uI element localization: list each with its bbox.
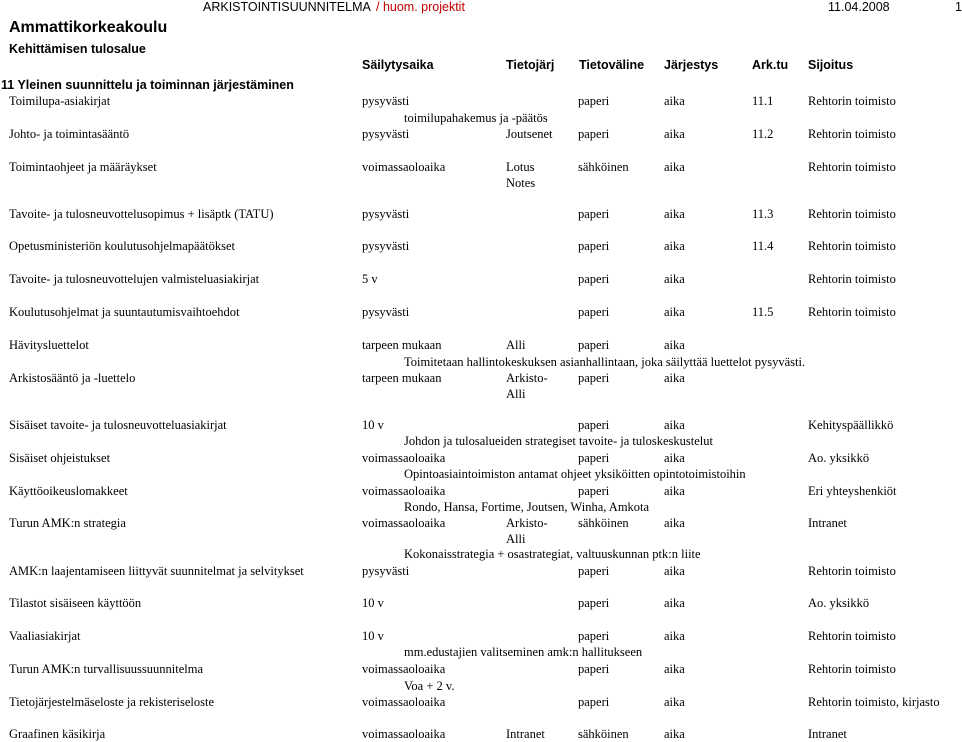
row-medium: paperi [578, 338, 610, 352]
row-location: Ao. yksikkö [808, 451, 870, 465]
row-name: Toimilupa-asiakirjat [9, 94, 111, 108]
row-location: Rehtorin toimisto [808, 305, 896, 319]
row-location: Eri yhteyshenkiöt [808, 484, 897, 498]
row-archive-code: 11.5 [752, 305, 774, 319]
row-name: Sisäiset tavoite- ja tulosneuvotteluasiakirjat [9, 418, 227, 432]
row-location: Rehtorin toimisto [808, 662, 896, 676]
row-note: mm.edustajien valitseminen amk:n hallitukseen [404, 645, 643, 659]
row-location: Intranet [808, 516, 847, 530]
row-order: aika [664, 662, 685, 676]
row-name: Graafinen käsikirja [9, 727, 106, 741]
row-order: aika [664, 207, 685, 221]
row-location: Intranet [808, 727, 847, 741]
row-medium: paperi [578, 94, 610, 108]
row-medium: paperi [578, 305, 610, 319]
row-order: aika [664, 160, 685, 174]
row-name: Vaaliasiakirjat [9, 629, 81, 643]
row-system: Alli [506, 338, 526, 352]
row-medium: paperi [578, 451, 610, 465]
organization-name: Ammattikorkeakoulu [9, 19, 168, 36]
row-system-continued: Alli [506, 532, 526, 546]
row-location: Rehtorin toimisto, kirjasto [808, 695, 940, 709]
column-header-retention: Säilytysaika [362, 58, 434, 72]
row-location: Rehtorin toimisto [808, 272, 896, 286]
row-name: Hävitysluettelot [9, 338, 89, 352]
row-retention: voimassaoloaika [362, 484, 446, 498]
column-header-medium: Tietoväline [579, 58, 645, 72]
row-location: Rehtorin toimisto [808, 629, 896, 643]
document-title: ARKISTOINTISUUNNITELMA [203, 0, 371, 14]
row-name: AMK:n laajentamiseen liittyvät suunnitelmat ja selvitykset [9, 564, 304, 578]
row-location: Kehityspäällikkö [808, 418, 894, 432]
row-location: Rehtorin toimisto [808, 239, 896, 253]
row-medium: sähköinen [578, 516, 629, 530]
column-header-archive-code: Ark.tu [752, 58, 789, 72]
row-order: aika [664, 451, 685, 465]
page-number: 1 [955, 0, 962, 14]
row-note: Toimitetaan hallintokeskuksen asianhallintaan, joka säilyttää luettelot pysyvästi. [404, 355, 806, 369]
row-retention: voimassaoloaika [362, 451, 446, 465]
row-medium: paperi [578, 371, 610, 385]
row-name: Sisäiset ohjeistukset [9, 451, 111, 465]
row-system: Joutsenet [506, 127, 553, 141]
row-order: aika [664, 727, 685, 741]
row-retention: 10 v [362, 418, 384, 432]
row-location: Rehtorin toimisto [808, 160, 896, 174]
row-name: Turun AMK:n turvallisuussuunnitelma [9, 662, 203, 676]
header-date: 11.04.2008 [828, 0, 890, 14]
row-retention: tarpeen mukaan [362, 338, 442, 352]
row-system: Intranet [506, 727, 545, 741]
row-retention: pysyvästi [362, 239, 410, 253]
row-location: Rehtorin toimisto [808, 127, 896, 141]
row-note: Johdon ja tulosalueiden strategiset tavoite- ja tuloskeskustelut [404, 434, 713, 448]
row-medium: paperi [578, 695, 610, 709]
row-retention: pysyvästi [362, 127, 410, 141]
row-order: aika [664, 94, 685, 108]
row-name: Toimintaohjeet ja määräykset [9, 160, 157, 174]
row-order: aika [664, 516, 685, 530]
row-medium: paperi [578, 127, 610, 141]
row-name: Turun AMK:n strategia [9, 516, 126, 530]
section-title: 11 Yleinen suunnittelu ja toiminnan järjestäminen [1, 78, 294, 92]
row-location: Ao. yksikkö [808, 596, 870, 610]
row-retention: voimassaoloaika [362, 516, 446, 530]
row-order: aika [664, 596, 685, 610]
row-medium: sähköinen [578, 160, 629, 174]
row-archive-code: 11.3 [752, 207, 774, 221]
row-archive-code: 11.4 [752, 239, 774, 253]
row-name: Tavoite- ja tulosneuvottelujen valmisteluasiakirjat [9, 272, 260, 286]
row-retention: pysyvästi [362, 207, 410, 221]
column-header-location: Sijoitus [808, 58, 854, 72]
row-system: Arkisto- [506, 516, 548, 530]
row-medium: paperi [578, 484, 610, 498]
row-medium: paperi [578, 564, 610, 578]
row-medium: paperi [578, 596, 610, 610]
row-retention: voimassaoloaika [362, 160, 446, 174]
row-retention: 5 v [362, 272, 378, 286]
row-order: aika [664, 272, 685, 286]
row-note: toimilupahakemus ja -päätös [404, 111, 548, 125]
row-retention: voimassaoloaika [362, 662, 446, 676]
row-retention: voimassaoloaika [362, 727, 446, 741]
row-order: aika [664, 629, 685, 643]
row-medium: paperi [578, 662, 610, 676]
row-note: Opintoasiaintoimiston antamat ohjeet yksiköitten opintotoimistoihin [404, 467, 746, 481]
row-medium: paperi [578, 629, 610, 643]
row-medium: paperi [578, 418, 610, 432]
row-medium: paperi [578, 207, 610, 221]
row-note: Kokonaisstrategia + osastrategiat, valtuuskunnan ptk:n liite [404, 547, 701, 561]
row-name: Arkistosääntö ja -luettelo [9, 371, 136, 385]
row-location: Rehtorin toimisto [808, 207, 896, 221]
row-name: Tavoite- ja tulosneuvottelusopimus + lisäptk (TATU) [9, 207, 274, 221]
row-order: aika [664, 484, 685, 498]
row-medium: paperi [578, 239, 610, 253]
row-medium: sähköinen [578, 727, 629, 741]
unit-name: Kehittämisen tulosalue [9, 42, 146, 56]
row-archive-code: 11.2 [752, 127, 774, 141]
row-retention: pysyvästi [362, 564, 410, 578]
row-name: Tietojärjestelmäseloste ja rekisteriseloste [9, 695, 215, 709]
row-system: Arkisto- [506, 371, 548, 385]
header-note: / huom. projektit [376, 0, 465, 14]
row-name: Koulutusohjelmat ja suuntautumisvaihtoehdot [9, 305, 240, 319]
row-order: aika [664, 371, 685, 385]
row-order: aika [664, 695, 685, 709]
row-note: Rondo, Hansa, Fortime, Joutsen, Winha, Amkota [404, 500, 650, 514]
row-retention: 10 v [362, 596, 384, 610]
row-order: aika [664, 305, 685, 319]
row-system-continued: Alli [506, 387, 526, 401]
row-location: Rehtorin toimisto [808, 564, 896, 578]
row-system: Lotus [506, 160, 535, 174]
row-retention: pysyvästi [362, 94, 410, 108]
row-archive-code: 11.1 [752, 94, 774, 108]
row-name: Käyttöoikeuslomakkeet [9, 484, 128, 498]
row-order: aika [664, 239, 685, 253]
row-retention: pysyvästi [362, 305, 410, 319]
column-header-system: Tietojärj [506, 58, 555, 72]
row-name: Johto- ja toimintasääntö [9, 127, 130, 141]
row-name: Opetusministeriön koulutusohjelmapäätökset [9, 239, 236, 253]
row-order: aika [664, 338, 685, 352]
row-system-continued: Notes [506, 176, 536, 190]
row-name: Tilastot sisäiseen käyttöön [9, 596, 142, 610]
row-retention: voimassaoloaika [362, 695, 446, 709]
row-retention: 10 v [362, 629, 384, 643]
row-location: Rehtorin toimisto [808, 94, 896, 108]
row-retention: tarpeen mukaan [362, 371, 442, 385]
column-header-order: Järjestys [664, 58, 719, 72]
row-order: aika [664, 418, 685, 432]
row-medium: paperi [578, 272, 610, 286]
row-order: aika [664, 564, 685, 578]
row-order: aika [664, 127, 685, 141]
row-note: Voa + 2 v. [404, 679, 455, 693]
